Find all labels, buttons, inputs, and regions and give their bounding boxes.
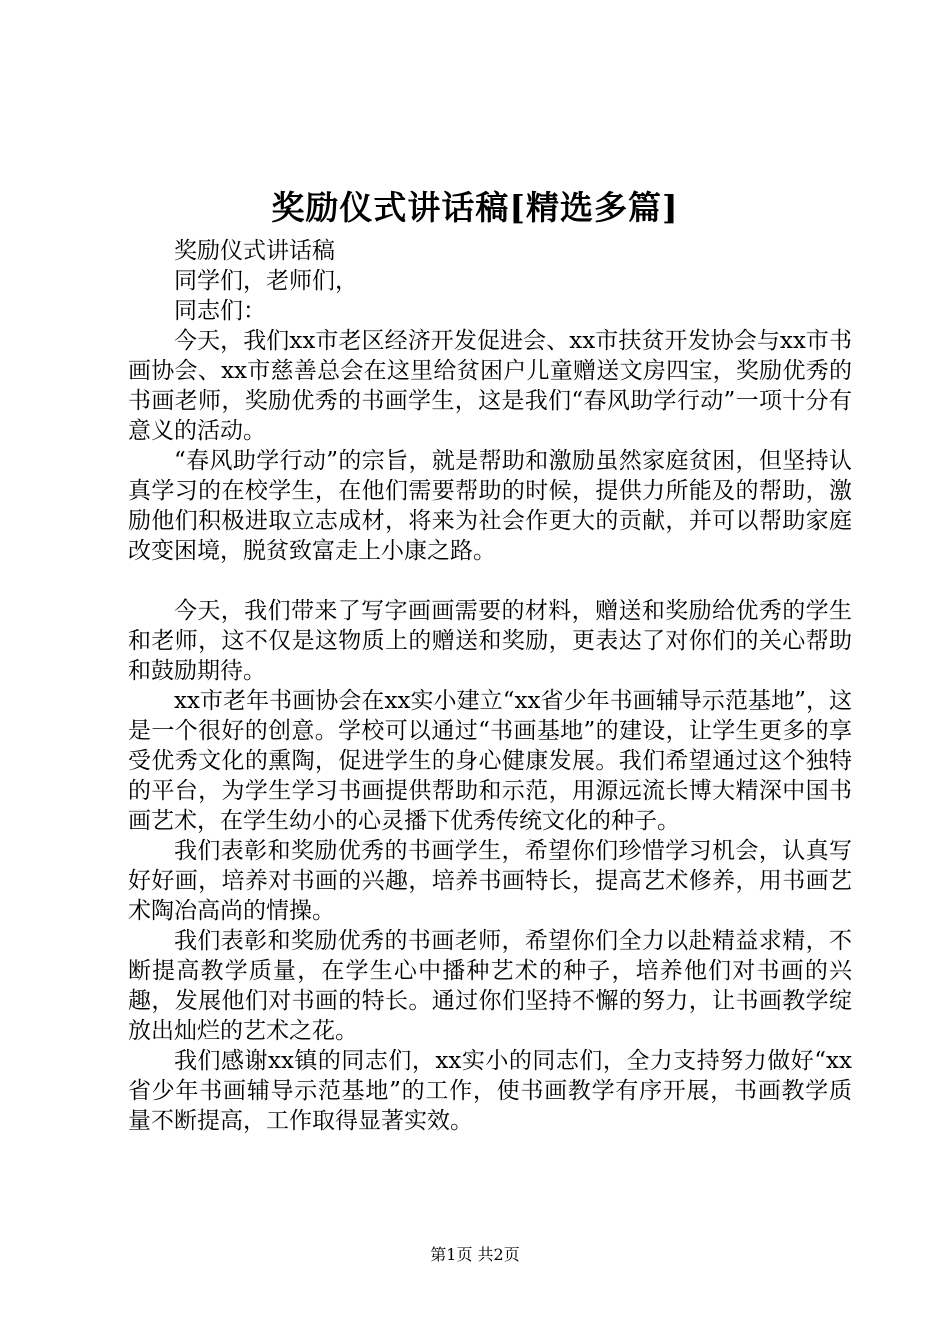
page-number-footer: 第1页 共2页 [430,1245,520,1264]
document-body [128,236,852,1136]
paragraph-salutation-2: 同志们： [174,298,266,324]
paragraph-subtitle: 奖励仪式讲话稿 [174,238,335,264]
document-title: 奖励仪式讲话稿[精选多篇] [271,188,679,227]
paragraph: xx市老年书画协会在xx实小建立“xx省少年书画辅导示范基地”，这是一个很好的创意。学校可以通过“书画基地”的建设，让学生更多的享受优秀文化的熏陶，促进学生的身心健康发展。我们希望通过这个独特的平台，为学生学习书画提供帮助和示范，用源远流长博大精深中国书画艺术，在学生幼小的心灵播下优秀传统文化的种子。 [128,688,852,834]
paragraph: 我们感谢xx镇的同志们，xx实小的同志们，全力支持努力做好“xx省少年书画辅导示范基地”的工作，使书画教学有序开展，书画教学质量不断提高，工作取得显著实效。 [128,1048,852,1134]
paragraph-salutation-1: 同学们，老师们， [174,268,358,294]
paragraph: 我们表彰和奖励优秀的书画老师，希望你们全力以赴精益求精，不断提高教学质量，在学生心中播种艺术的种子，培养他们对书画的兴趣，发展他们对书画的特长。通过你们坚持不懈的努力，让书画教学绽放出灿烂的艺术之花。 [128,928,852,1044]
paragraph: 今天，我们带来了写字画画需要的材料，赠送和奖励给优秀的学生和老师，这不仅是这物质上的赠送和奖励，更表达了对你们的关心帮助和鼓励期待。 [128,598,852,684]
paragraph: “春风助学行动”的宗旨，就是帮助和激励虽然家庭贫困，但坚持认真学习的在校学生，在他们需要帮助的时候，提供力所能及的帮助，激励他们积极进取立志成材，将来为社会作更大的贡献，并可以帮助家庭改变困境，脱贫致富走上小康之路。 [128,448,852,564]
paragraph: 我们表彰和奖励优秀的书画学生，希望你们珍惜学习机会，认真写好好画，培养对书画的兴趣，培养书画特长，提高艺术修养，用书画艺术陶冶高尚的情操。 [128,838,852,924]
paragraph: 今天，我们xx市老区经济开发促进会、xx市扶贫开发协会与xx市书画协会、xx市慈善总会在这里给贫困户儿童赠送文房四宝，奖励优秀的书画老师，奖励优秀的书画学生，这是我们“春风助学行动”一项十分有意义的活动。 [128,328,852,444]
